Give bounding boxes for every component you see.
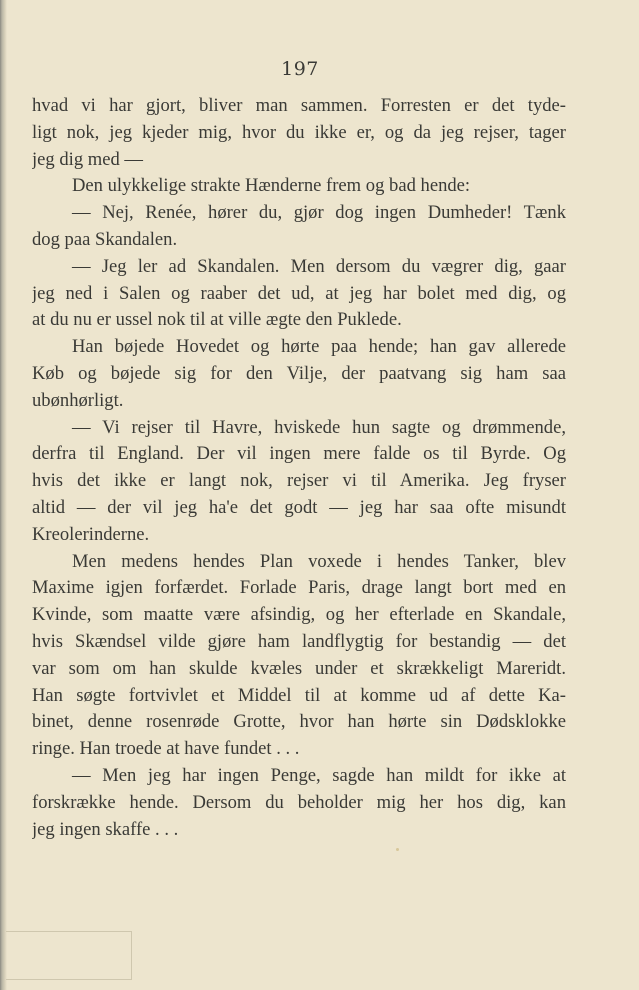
text-line: ubønhørligt.	[32, 389, 124, 411]
text-line: jeg dig med —	[32, 148, 144, 170]
scan-frame-mark	[6, 931, 132, 980]
text-line: forskrække hende. Dersom du beholder mig her hos dig, kan	[32, 791, 566, 813]
text-line: hvis det ikke er langt nok, rejser vi til Amerika. Jeg fryser	[32, 470, 566, 492]
text-line: derfra til England. Der vil ingen mere falde os til Byrde. Og	[32, 443, 566, 465]
text-line: altid — der vil jeg ha'e det godt — jeg har saa ofte misundt	[32, 496, 566, 518]
text-line: hvad vi har gjort, bliver man sammen. Forresten er det tyde-	[32, 95, 566, 116]
text-line: Kvinde, som maatte være afsindig, og her efterlade en Skandale,	[32, 604, 566, 626]
text-line: — Nej, Renée, hører du, gjør dog ingen Dumheder! Tænk	[72, 202, 566, 224]
text-line: Maxime igjen forfærdet. Forlade Paris, drage langt bort med en	[32, 577, 566, 599]
text-line: jeg ned i Salen og raaber det ud, at jeg har bolet med dig, og	[32, 282, 566, 304]
text-line: Kreolerinderne.	[32, 523, 150, 545]
text-line: Han bøjede Hovedet og hørte paa hende; han gav allerede	[72, 336, 566, 358]
page-binding-edge	[0, 0, 7, 990]
text-line: — Vi rejser til Havre, hviskede hun sagte og drømmende,	[72, 416, 566, 438]
text-line: Men medens hendes Plan voxede i hendes Tanker, blev	[72, 550, 566, 572]
text-line: var som om han skulde kvæles under et skrækkeligt Mareridt.	[32, 657, 566, 679]
text-line: dog paa Skandalen.	[32, 228, 178, 250]
text-line: ringe. Han troede at have fundet . . .	[32, 738, 300, 760]
text-line: Han søgte fortvivlet et Middel til at komme ud af dette Ka-	[32, 684, 566, 706]
text-line: — Jeg ler ad Skandalen. Men dersom du vægrer dig, gaar	[72, 255, 566, 277]
text-line: hvis Skændsel vilde gjøre ham landflygtig for bestandig — det	[32, 630, 566, 652]
text-line: — Men jeg har ingen Penge, sagde han mildt for ikke at	[72, 764, 566, 786]
paper-spot	[396, 848, 399, 851]
text-line: jeg ingen skaffe . . .	[32, 818, 179, 840]
text-line: Den ulykkelige strakte Hænderne frem og bad hende:	[72, 175, 471, 197]
text-line: Køb og bøjede sig for den Vilje, der paatvang sig ham saa	[32, 362, 566, 384]
body-text	[32, 93, 566, 843]
text-line: at du nu er ussel nok til at ville ægte den Puklede.	[32, 309, 402, 331]
text-line: ligt nok, jeg kjeder mig, hvor du ikke er, og da jeg rejser, tager	[32, 121, 566, 143]
page-number: 197	[281, 58, 319, 80]
text-line: binet, denne rosenrøde Grotte, hvor han hørte sin Dødsklokke	[32, 711, 566, 733]
